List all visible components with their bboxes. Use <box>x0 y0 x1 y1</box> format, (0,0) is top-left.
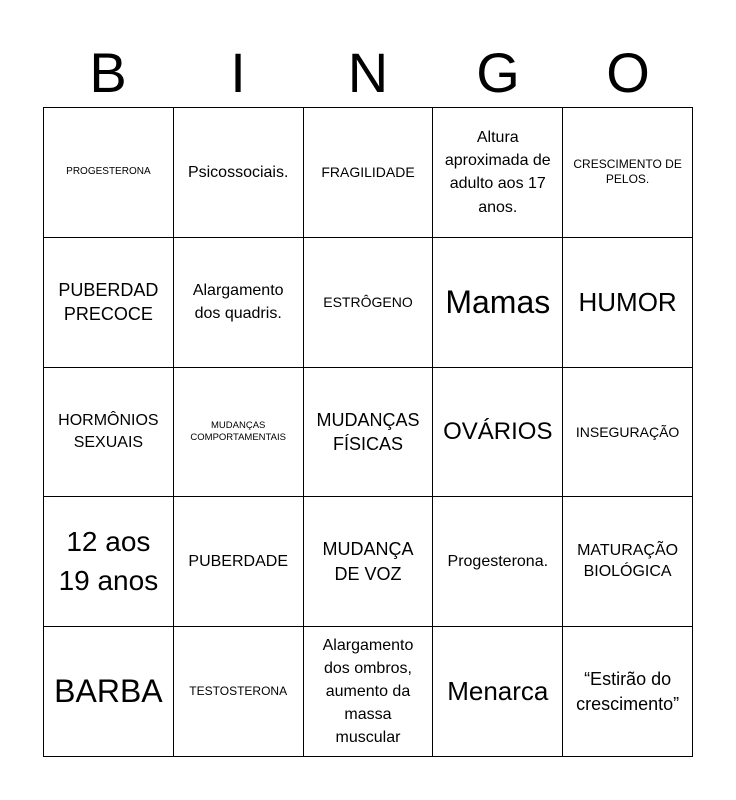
bingo-header <box>43 38 693 108</box>
bingo-cell <box>563 368 693 498</box>
cell-text: Psicossociais. <box>187 163 289 181</box>
cell-text: TESTOSTERONA <box>189 684 288 699</box>
bingo-cell <box>304 108 434 238</box>
bingo-cell <box>174 108 304 238</box>
bingo-cell <box>44 497 174 627</box>
bingo-cell <box>44 108 174 238</box>
header-letter-o: O <box>606 41 650 104</box>
bingo-cell <box>174 368 304 498</box>
bingo-cell <box>563 238 693 368</box>
bingo-cell <box>174 238 304 368</box>
bingo-grid <box>43 107 693 757</box>
bingo-cell <box>304 238 434 368</box>
bingo-cell <box>563 627 693 757</box>
cell-text: MUDANÇAS COMPORTAMENTAIS <box>190 420 286 443</box>
cell-text: PUBERDADE <box>188 553 288 571</box>
bingo-cell <box>433 627 563 757</box>
bingo-cell <box>174 497 304 627</box>
bingo-cell <box>563 108 693 238</box>
cell-text: 12 aos 19 anos <box>58 526 159 596</box>
cell-text: PROGESTERONA <box>66 166 151 178</box>
cell-text: Alargamento dos quadris. <box>192 282 284 323</box>
cell-text: MATURAÇÃO BIOLÓGICA <box>577 541 679 580</box>
cell-text: ESTRÔGENO <box>323 294 413 311</box>
bingo-cell <box>44 238 174 368</box>
bingo-cell <box>433 238 563 368</box>
cell-text: INSEGURAÇÃO <box>575 423 680 440</box>
bingo-cell <box>304 627 434 757</box>
cell-text: HORMÔNIOS SEXUAIS <box>58 412 159 451</box>
bingo-cell <box>44 627 174 757</box>
cell-text: Alargamento dos ombros, aumento da massa muscular <box>322 636 414 747</box>
header-letter-i: I <box>230 41 246 104</box>
cell-text: PUBERDAD PRECOCE <box>58 279 159 325</box>
cell-text: Mamas <box>445 284 551 320</box>
header-letter-b: B <box>89 41 127 104</box>
bingo-cell <box>563 497 693 627</box>
cell-text: MUDANÇAS FÍSICAS <box>316 409 420 454</box>
cell-text: MUDANÇA DE VOZ <box>322 539 414 584</box>
cell-text: HUMOR <box>578 286 677 317</box>
cell-text: CRESCIMENTO DE PELOS. <box>573 157 682 187</box>
cell-text: OVÁRIOS <box>443 417 553 445</box>
cell-text: FRAGILIDADE <box>321 164 415 181</box>
bingo-cell <box>433 368 563 498</box>
cell-text: “Estirão do crescimento” <box>576 669 680 714</box>
bingo-cell <box>304 368 434 498</box>
cell-text: BARBA <box>54 673 163 710</box>
cell-text: Menarca <box>447 676 549 706</box>
cell-text: Altura aproximada de adulto aos 17 anos. <box>444 129 551 216</box>
bingo-cell <box>433 497 563 627</box>
cell-text: Progesterona. <box>447 553 549 571</box>
header-letter-n: N <box>347 41 389 104</box>
bingo-cell <box>304 497 434 627</box>
header-letter-g: G <box>476 41 520 104</box>
bingo-cell <box>44 368 174 498</box>
bingo-cell <box>433 108 563 238</box>
bingo-cell <box>174 627 304 757</box>
